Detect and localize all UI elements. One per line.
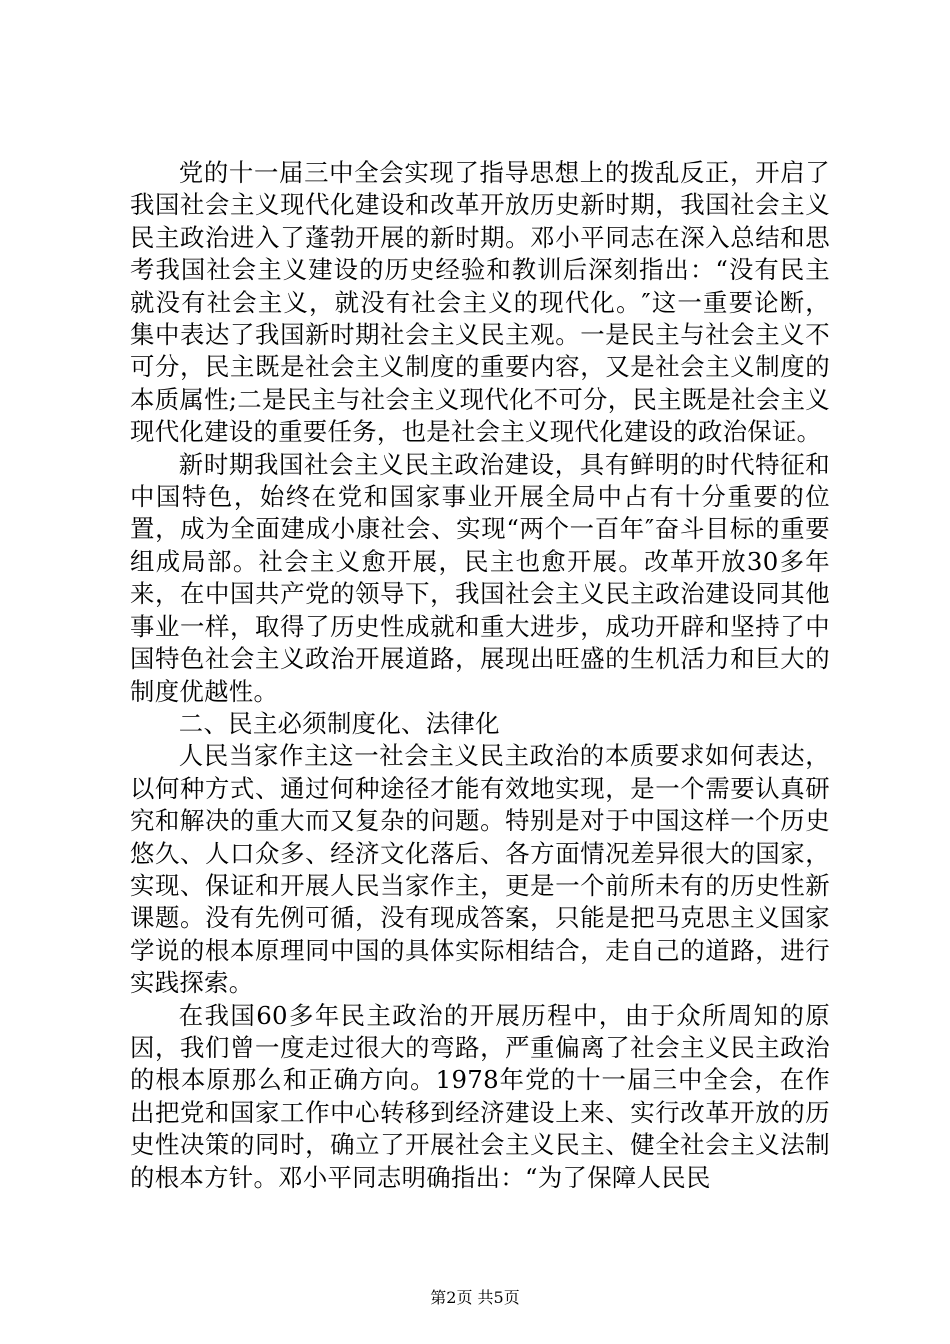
paragraph-3: 人民当家作主这一社会主义民主政治的本质要求如何表达，以何种方式、通过何种途径才能有效地实现，是一个需要认真研究和解决的重大而又复杂的问题。特别是对于中国这样一个历史悠久、人口众多、经济文化落后、各方面情况差异很大的国家，实现、保证和开展人民当家作主，更是一个前所未有的历史性新课题。没有先例可循，没有现成答案，只能是把马克思主义国家学说的根本原理同中国的具体实际相结合，走自己的道路，进行实践探索。 [130, 741, 830, 998]
document-body [130, 157, 830, 1194]
paragraph-2: 新时期我国社会主义民主政治建设，具有鲜明的时代特征和中国特色，始终在党和国家事业开展全局中占有十分重要的位置，成为全面建成小康社会、实现“两个一百年″奋斗目标的重要组成局部。社会主义愈开展，民主也愈开展。改革开放30多年来，在中国共产党的领导下，我国社会主义民主政治建设同其他事业一样，取得了历史性成就和重大进步，成功开辟和坚持了中国特色社会主义政治开展道路，展现出旺盛的生机活力和巨大的制度优越性。 [130, 449, 830, 706]
page-number-footer: 第2页 共5页 [430, 1288, 520, 1307]
section-heading: 二、民主必须制度化、法律化 [178, 708, 500, 738]
paragraph-1: 党的十一届三中全会实现了指导思想上的拨乱反正，开启了我国社会主义现代化建设和改革开放历史新时期，我国社会主义民主政治进入了蓬勃开展的新时期。邓小平同志在深入总结和思考我国社会主义建设的历史经验和教训后深刻指出：“没有民主就没有社会主义，就没有社会主义的现代化。″这一重要论断，集中表达了我国新时期社会主义民主观。一是民主与社会主义不可分，民主既是社会主义制度的重要内容，又是社会主义制度的本质属性;二是民主与社会主义现代化不可分，民主既是社会主义现代化建设的重要任务，也是社会主义现代化建设的政治保证。 [130, 158, 830, 447]
paragraph-4: 在我国60多年民主政治的开展历程中，由于众所周知的原因，我们曾一度走过很大的弯路，严重偏离了社会主义民主政治的根本原那么和正确方向。1978年党的十一届三中全会，在作出把党和国家工作中心转移到经济建设上来、实行改革开放的历史性决策的同时，确立了开展社会主义民主、健全社会主义法制的根本方针。邓小平同志明确指出：“为了保障人民民 [130, 1000, 830, 1192]
